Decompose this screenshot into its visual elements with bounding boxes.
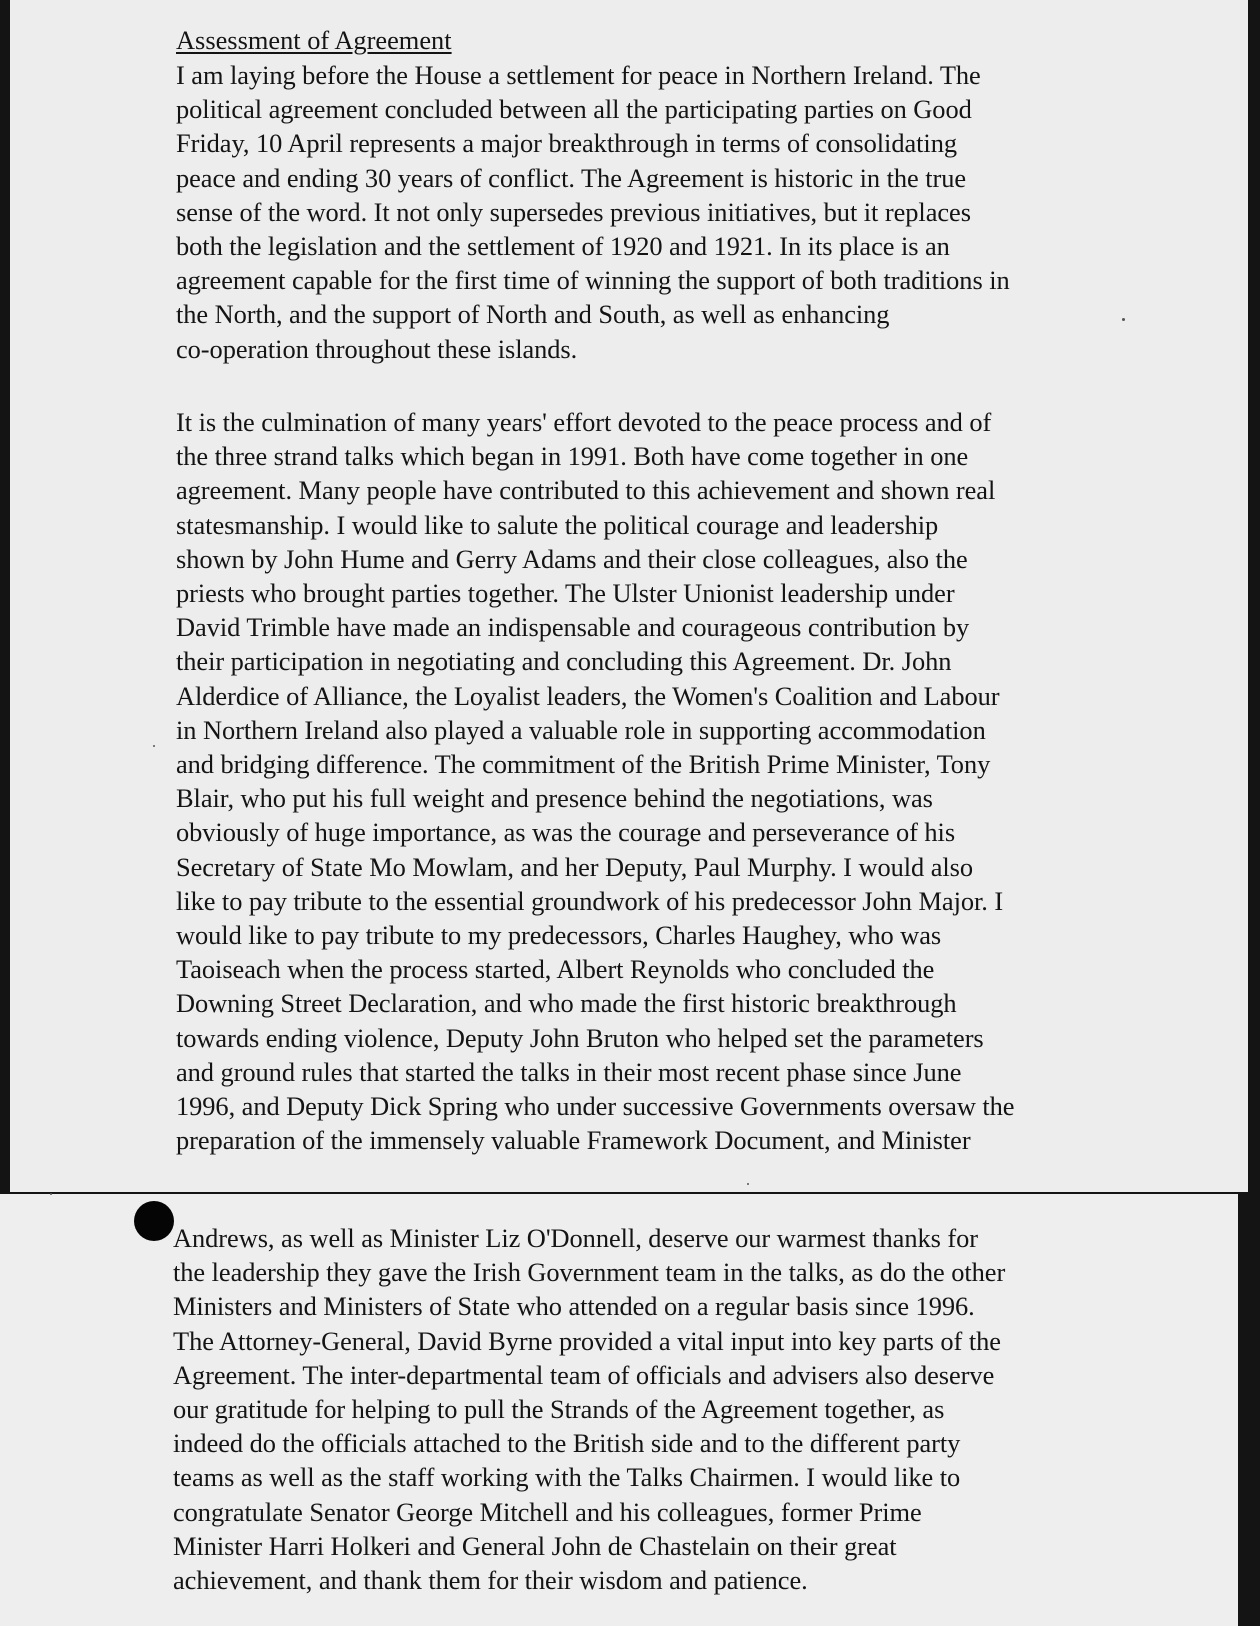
paragraph-culmination: It is the culmination of many years' effort devoted to the peace process and of the three strand talks which began in 1991. Both have come together in one agreement. Many people have contributed to this achievement and shown real statesmanship. I would like to salute the political courage and leadership shown by John Hume and Gerry Adams and their close colleagues, also the priests who brought parties together. The Ulster Unionist leadership under David Trimble have made an indispensable and courageous contribution by their participation in negotiating and concluding this Agreement. Dr. John Alderdice of Alliance, the Loyalist leaders, the Women's Coalition and Labour in Northern Ireland also played a valuable role in supporting accommodation and bridging difference. The commitment of the British Prime Minister, Tony Blair, who put his full weight and presence behind the negotiations, was obviously of huge importance, as was the courage and perseverance of his Secretary of State Mo Mowlam, and her Deputy, Paul Murphy. I would also like to pay tribute to the essential groundwork of his predecessor John Major. I would like to pay tribute to my predecessors, Charles Haughey, who was Taoiseach when the process started, Albert Reynolds who concluded the Downing Street Declaration, and who made the first historic breakthrough towards ending violence, Deputy John Bruton who helped set the parameters and ground rules that started the talks in their most recent phase since June 1996, and Deputy Dick Spring who under successive Governments oversaw the preparation of the immensely valuable Framework Document, and Minister: [176, 407, 1015, 1156]
scan-speck: [1122, 318, 1125, 321]
paragraph-settlement: I am laying before the House a settlement for peace in Northern Ireland. The political agreement concluded between all the participating parties on Good Friday, 10 April represents a major breakthrough in terms of consolidating peace and ending 30 years of conflict. The Agreement is historic in the true sense of the word. It not only supersedes previous initiatives, but it replaces both the legislation and the settlement of 1920 and 1921. In its place is an agreement capable for the first time of winning the support of both traditions in the North, and the support of North and South, as well as enhancing co-operation throughout these islands.: [176, 60, 1010, 364]
paragraph-acknowledgements: Andrews, as well as Minister Liz O'Donnell, deserve our warmest thanks for the leadership they gave the Irish Government team in the talks, as do the other Ministers and Ministers of State who attended on a regular basis since 1996. The Attorney-General, David Byrne provided a vital input into key parts of the Agreement. The inter-departmental team of officials and advisers also deserve our gratitude for helping to pull the Strands of the Agreement together, as indeed do the officials attached to the British side and to the different party teams as well as the staff working with the Talks Chairmen. I would like to congratulate Senator George Mitchell and his colleagues, former Prime Minister Harri Holkeri and General John de Chastelain on their great achievement, and thank them for their wisdom and patience.: [173, 1223, 1006, 1596]
punch-hole-mark: [134, 1201, 174, 1241]
scan-speck: [153, 745, 155, 747]
document-heading: Assessment of Agreement: [176, 25, 452, 55]
scan-speck: [747, 1183, 749, 1185]
scan-speck: [50, 1193, 52, 1195]
